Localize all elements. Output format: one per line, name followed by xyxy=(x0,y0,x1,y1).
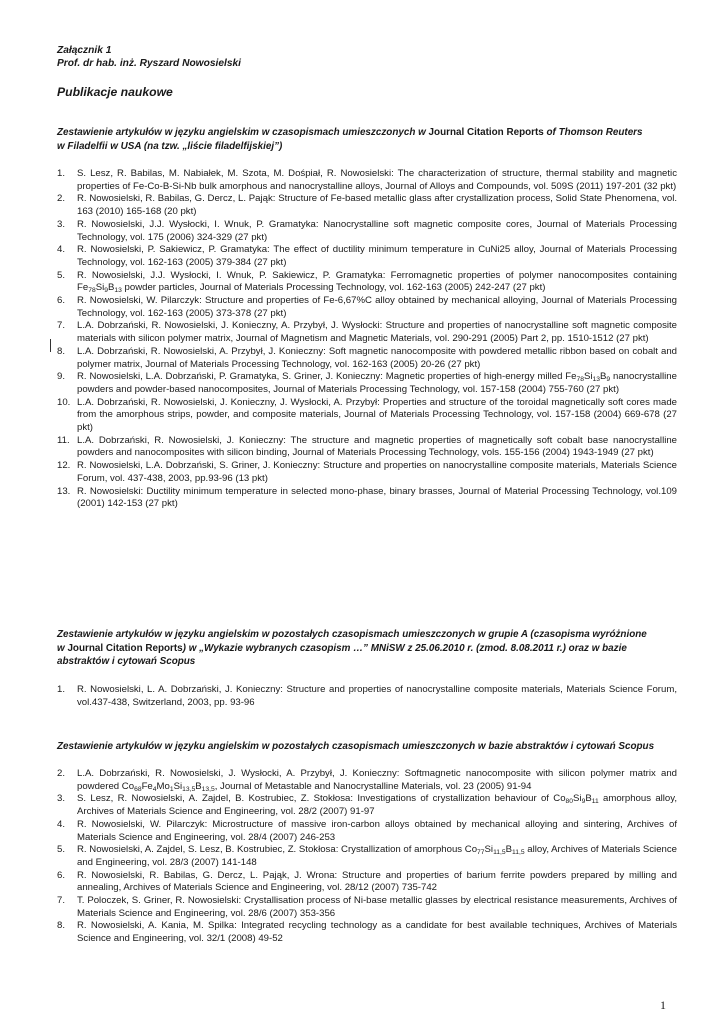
item-text-part: B xyxy=(599,371,607,383)
formula-subscript: 78 xyxy=(88,287,96,295)
formula-subscript: 13 xyxy=(592,376,600,384)
item-text: R. Nowosielski, P. Sakiewicz, P. Gramatyka: The effect of ductility minimum temperature in CuNi25 alloy, Journal of Materials Processing Technology, vol. 162-163 (2005) 379-384 (27 pkt) xyxy=(77,244,677,268)
item-text-part: L.A. Dobrzański, R. Nowosielski, J. Wysłocki, A. Przybył, J. Konieczny: Softmagnetic nanocomposite with silicon polymer matrix and powdered Co xyxy=(77,768,677,792)
section3-heading: Zestawienie artykułów w języku angielskim w pozostałych czasopismach umieszczonych w bazie abstraktów i cytowań Scopus xyxy=(57,741,655,752)
formula-subscript: 68 xyxy=(134,785,142,793)
list-item xyxy=(57,270,677,295)
item-text: R. Nowosielski, L.A. Dobrzański, S. Griner, J. Konieczny: Structure and properties on nanocrystalline composite materials, Materials Science Forum, vol. 437-438, 2003, pp.93-96 (13 pkt) xyxy=(77,460,677,484)
item-number: 8. xyxy=(57,920,66,932)
item-number: 5. xyxy=(57,269,66,281)
list-item xyxy=(57,295,677,320)
item-text: L.A. Dobrzański, R. Nowosielski, J. Konieczny, A. Przybył, J. Wysłocki: Structure and properties of nanocrystalline soft magnetic composite materials with silicon polymer matrix, Journal of Magnetism and Magnetic Materials, vol. 290-291 (2005) Part 2, pp. 1510-1512 (27 pkt) xyxy=(77,320,677,345)
list-item xyxy=(57,219,677,244)
item-number: 7. xyxy=(57,895,66,907)
item-number: 6. xyxy=(57,295,66,307)
item-text: R. Nowosielski, R. Babilas, G. Dercz, L. Pająk: Structure of Fe-based metallic glass after crystallization process, Solid State Phenomena, vol. 163 (2010) 165-168 (20 pkt) xyxy=(77,193,677,218)
item-text: R. Nowosielski, W. Pilarczyk: Structure and properties of Fe-6,67%C alloy obtained by mechanical alloying, Journal of Materials Processing Technology, vol. 162-163 (2005) 373-378 (27 pkt) xyxy=(77,295,677,319)
section2-heading-c: ) w „Wykazie wybranych czasopism …” MNiSW z 25.06.2010 r. (zmod. 8.08.2011 r.) oraz w bazie abstraktów i cytowań Scopus xyxy=(57,642,627,668)
list-item xyxy=(57,397,677,435)
item-number: 2. xyxy=(57,193,66,205)
item-text-part: amorphous alloy, Archives of Materials Science and Engineering, vol. 28/2 (2007) 91-97 xyxy=(77,793,677,818)
item-text-part: Si xyxy=(484,844,494,856)
change-bar xyxy=(50,339,51,352)
section3-list xyxy=(57,768,677,946)
item-text: L.A. Dobrzański, R. Nowosielski, J. Konieczny, J. Wysłocki, A. Przybył: Properties and structure of the toroidal magnetically soft cores made from the amorphous strips, powder, and composite materials, Journal of Materials Processing Technology, vol. 157-158 (2004) 669-678 (27 pkt) xyxy=(77,396,677,434)
item-text-part: , Journal of Metastable and Nanocrystalline Materials, vol. 23 (2005) 91-94 xyxy=(214,780,532,792)
list-item xyxy=(57,684,677,709)
item-number: 1. xyxy=(57,684,66,695)
item-number: 8. xyxy=(57,345,66,357)
item-number: 2. xyxy=(57,768,66,779)
list-item xyxy=(57,793,677,818)
list-item xyxy=(57,371,677,396)
item-number: 10. xyxy=(57,396,71,408)
item-text-part: Si xyxy=(583,371,593,383)
item-number: 11. xyxy=(57,434,70,446)
formula-subscript: 9 xyxy=(581,798,586,806)
item-number: 7. xyxy=(57,320,66,332)
item-text-part: S. Lesz, R. Nowosielski, A. Zajdel, B. Kostrubiec, Z. Stokłosa: Investigations of crystallization behaviour of Co xyxy=(77,793,566,805)
item-number: 1. xyxy=(57,168,66,179)
item-text-part: B xyxy=(585,793,592,805)
section1-heading-a: Zestawienie artykułów w języku angielskim w czasopismach umieszczonych w xyxy=(57,127,429,138)
item-text-part: B xyxy=(107,282,115,294)
item-text: S. Lesz, R. Babilas, M. Nabiałek, M. Szota, M. Dośpiał, R. Nowosielski: The characterization of structure, thermal stability and magnetic properties of Fe-Co-B-Si-Nb bulk amorphous and nanocrystalline alloys, Journal of Alloys and Compounds, vol. 509S (2011) 197-201 (32 pkt) xyxy=(77,168,677,192)
page-title: Publikacje naukowe xyxy=(57,85,173,99)
item-number: 9. xyxy=(57,371,66,383)
item-number: 13. xyxy=(57,485,71,497)
formula-subscript: 1 xyxy=(169,785,174,793)
list-item xyxy=(57,193,677,218)
section1-heading-jcr: Journal Citation Reports xyxy=(428,127,544,138)
author-name: Prof. dr hab. inż. Ryszard Nowosielski xyxy=(57,58,241,69)
item-text-part: alloy, Archives of Materials Science and Engineering, vol. 28/3 (2007) 141-148 xyxy=(77,844,677,868)
list-item xyxy=(57,819,677,844)
formula-subscript: 11,5 xyxy=(493,849,506,857)
list-item xyxy=(57,895,677,920)
item-text-part: powder particles, Journal of Materials Processing Technology, vol. 162-163 (2005) 242-247 (27 pkt) xyxy=(121,282,546,294)
item-text-part: Mo xyxy=(156,780,170,792)
attachment-label: Załącznik 1 xyxy=(57,45,112,56)
item-number: 3. xyxy=(57,793,66,805)
item-text-part: B xyxy=(195,780,202,792)
item-number: 4. xyxy=(57,244,66,256)
item-text-part: Fe xyxy=(141,780,153,792)
item-text-part: nanocrystalline powders and powder-based nanocomposites, Journal of Materials Processing Technology, vol. 157-158 (2004) 755-760 (27 pkt) xyxy=(77,371,677,395)
section2-heading xyxy=(57,628,657,669)
formula-subscript: 77 xyxy=(477,849,485,857)
formula-subscript: 80 xyxy=(565,798,574,806)
section2-heading-a: Zestawienie artykułów w języku angielskim w pozostałych czasopismach umieszczonych w grupie A (czasopisma wyróżnione w xyxy=(57,629,647,654)
section1-heading-c: of Thomson Reuters xyxy=(543,127,643,138)
list-item xyxy=(57,460,677,485)
list-item xyxy=(57,844,677,869)
item-text-part: Si xyxy=(95,282,105,294)
list-item xyxy=(57,435,677,460)
item-number: 5. xyxy=(57,844,66,856)
item-text-part: R. Nowosielski, L.A. Dobrzański, P. Gramatyka, S. Griner, J. Konieczny: Magnetic properties of high-energy milled Fe xyxy=(77,371,577,383)
list-item xyxy=(57,920,677,945)
formula-subscript: 13,5 xyxy=(201,785,215,793)
formula-subscript: 78 xyxy=(576,376,584,384)
item-text-part: Si xyxy=(573,793,582,805)
section1-list xyxy=(57,168,677,511)
item-text: T. Poloczek, S. Griner, R. Nowosielski: Crystallisation process of Ni-base metallic glasses by electrical resistance measurements, Archives of Materials Science and Engineering, vol. 28/6 (2007) 353-356 xyxy=(77,895,677,919)
item-text-part: R. Nowosielski, A. Zajdel, S. Lesz, B. Kostrubiec, Z. Stokłosa: Crystallization of amorphous Co xyxy=(77,844,478,856)
item-number: 6. xyxy=(57,869,66,881)
item-number: 3. xyxy=(57,218,66,230)
item-number: 12. xyxy=(57,460,71,472)
list-item xyxy=(57,320,677,345)
list-item xyxy=(57,486,677,511)
formula-subscript: 9 xyxy=(104,287,108,295)
item-text: R. Nowosielski, W. Pilarczyk: Microstructure of massive iron-carbon alloys obtained by mechanical alloying and sintering, Archives of Materials Science and Engineering, vol. 28/4 (2007) 246-253 xyxy=(77,818,677,843)
item-text-part: B xyxy=(505,844,513,856)
section1-heading-d: w Filadelfii w USA (na tzw. „liście filadelfijskiej”) xyxy=(57,140,283,152)
formula-subscript: 9 xyxy=(606,376,611,384)
list-item xyxy=(57,168,677,193)
page-number: 1 xyxy=(660,998,666,1012)
list-item xyxy=(57,346,677,371)
item-number: 4. xyxy=(57,818,66,830)
item-text: R. Nowosielski, J.J. Wysłocki, I. Wnuk, P. Gramatyka: Nanocrystalline soft magnetic composite cores, Journal of Materials Processing Technology, vol. 175 (2006) 324-329 (27 pkt) xyxy=(77,218,677,243)
item-text-part: R. Nowosielski, J.J. Wysłocki, I. Wnuk, P. Sakiewicz, P. Gramatyka: Ferromagnetic properties of polymer nanocomposites containing Fe xyxy=(77,269,677,294)
formula-subscript: 13,5 xyxy=(182,785,196,793)
list-item xyxy=(57,244,677,269)
item-text: R. Nowosielski, L. A. Dobrzański, J. Konieczny: Structure and properties of nanocrystalline composite materials, Materials Science Forum, vol.437-438, Switzerland, 2003, pp. 93-96 xyxy=(77,684,677,708)
section2-list xyxy=(57,684,677,709)
section1-heading xyxy=(57,126,657,153)
item-text-part: Si xyxy=(173,780,183,792)
formula-subscript: 11,5 xyxy=(512,849,525,857)
item-text: R. Nowosielski, R. Babilas, G. Dercz, L. Pająk, J. Wrona: Structure and properties of barium ferrite powders prepared by milling and annealing, Archives of Materials Science and Engineering, vol. 28/12 (2007) 735-742 xyxy=(77,869,677,894)
item-text: R. Nowosielski, A. Kania, M. Spilka: Integrated recycling technology as a candidate for best available techniques, Archives of Materials Science and Engineering, vol. 32/1 (2008) 49-52 xyxy=(77,920,677,945)
formula-subscript: 4 xyxy=(152,785,157,793)
item-text: L.A. Dobrzański, R. Nowosielski, J. Konieczny: The structure and magnetic properties of magnetically soft cobalt base nanocrystalline powders and nanocomposites with silicon binding, Journal of Materials Processing Technology, vols. 155-156 (2004) 1943-1949 (27 pkt) xyxy=(77,434,677,459)
item-text: L.A. Dobrzański, R. Nowosielski, A. Przybył, J. Konieczny: Soft magnetic nanocomposite with powdered metallic ribbon based on cobalt and polymer matrix, Journal of Materials Processing Technology, vol. 162-163 (2005) 20-26 (27 pkt) xyxy=(77,345,677,370)
formula-subscript: 11 xyxy=(591,798,599,806)
list-item xyxy=(57,768,677,793)
list-item xyxy=(57,870,677,895)
formula-subscript: 13 xyxy=(114,287,122,295)
section2-heading-jcr: Journal Citation Reports xyxy=(67,642,183,654)
item-text: R. Nowosielski: Ductility minimum temperature in selected mono-phase, binary brasses, Journal of Material Processing Technology, vol.109 (2001) 142-153 (27 pkt) xyxy=(77,485,677,510)
